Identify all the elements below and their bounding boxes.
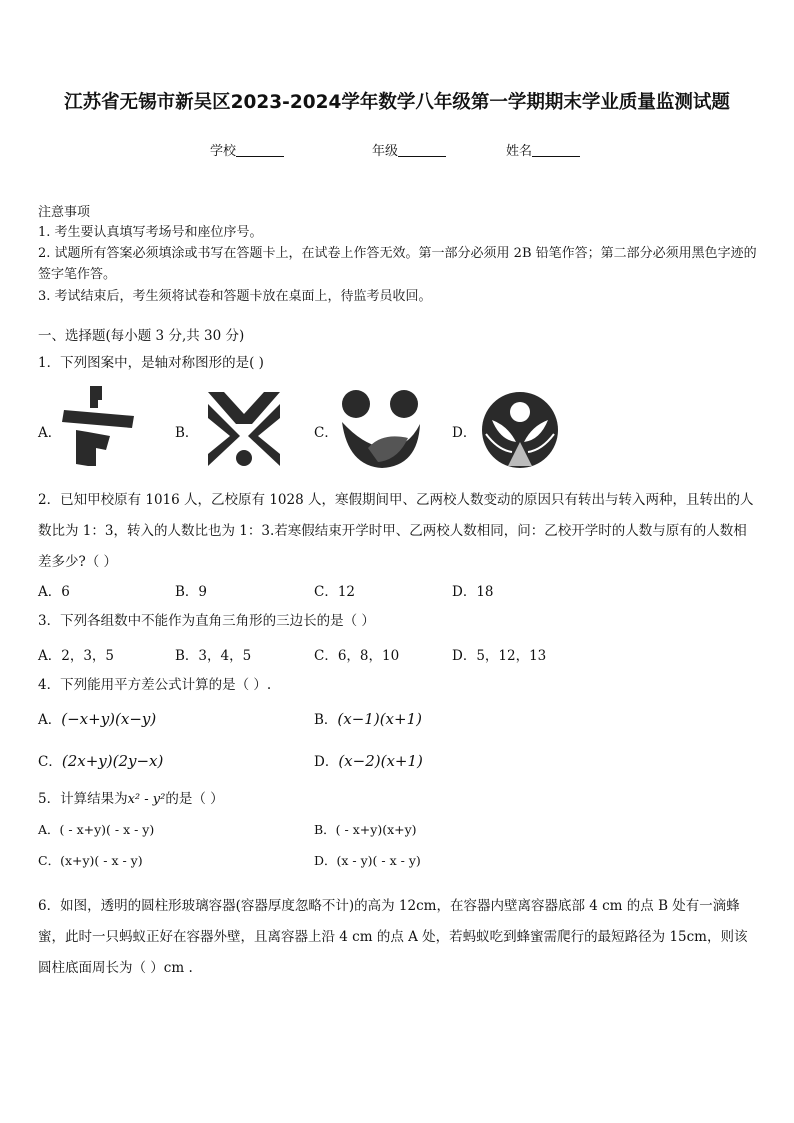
- q1-stem: 1．下列图案中，是轴对称图形的是( ): [38, 355, 264, 371]
- q3-stem: 3．下列各组数中不能作为直角三角形的三边长的是（ ）: [38, 613, 375, 629]
- q1-figure-c: [338, 388, 422, 470]
- q3-option-d[interactable]: D．5，12，13: [452, 648, 547, 664]
- grade-label: 年级: [372, 144, 399, 159]
- q1-figure-a: [62, 386, 138, 470]
- q1-option-d-label[interactable]: D．: [452, 425, 477, 441]
- notice-item-1: 1. 考生要认真填写考场号和座位序号。: [38, 225, 263, 240]
- q4-option-b-expr: (x−1)(x+1): [337, 710, 422, 728]
- q2-option-a[interactable]: A．6: [38, 584, 70, 600]
- school-field[interactable]: [210, 140, 284, 159]
- q2-option-d[interactable]: D．18: [452, 584, 494, 600]
- q5-option-b[interactable]: B．( - x+y)(x+y): [314, 822, 417, 837]
- notice-item-3: 3. 考试结束后，考生须将试卷和答题卡放在桌面上，待监考员收回。: [38, 289, 432, 304]
- section-heading: 一、选择题(每小题 3 分,共 30 分): [38, 328, 245, 344]
- notice-heading: 注意事项: [38, 205, 91, 220]
- school-label: 学校: [210, 144, 237, 159]
- q3-option-a[interactable]: A．2，3，5: [38, 648, 115, 664]
- q5-option-c[interactable]: C．(x+y)( - x - y): [38, 853, 143, 868]
- q5-option-a[interactable]: A．( - x+y)( - x - y): [38, 822, 155, 837]
- q2-option-b[interactable]: B．9: [175, 584, 208, 600]
- q1-option-b-label[interactable]: B．: [175, 425, 199, 441]
- grade-field[interactable]: [372, 140, 446, 159]
- notice-item-2: 2. 试题所有答案必须填涂或书写在答题卡上，在试卷上作答无效。第一部分必须用 2B 铅笔作答；第二部分必须用黑色字迹的签字笔作答。: [38, 246, 757, 282]
- page-title: 江苏省无锡市新吴区2023-2024学年数学八年级第一学期期末学业质量监测试题: [64, 92, 730, 113]
- name-label: 姓名: [506, 144, 533, 159]
- q4-option-b[interactable]: B．(x−1)(x+1): [314, 710, 422, 728]
- q4-option-d[interactable]: D．(x−2)(x+1): [314, 752, 423, 770]
- q6-stem: 6．如图，透明的圆柱形玻璃容器(容器厚度忽略不计)的高为 12cm，在容器内壁离容器底部 4 cm 的点 B 处有一滴蜂蜜，此时一只蚂蚁正好在容器外壁，且离容器上沿 4 cm 的点 A 处，若蚂蚁吃到蜂蜜需爬行的最短路径为 15cm，则该圆柱底面周长为（ ）cm .: [38, 898, 748, 976]
- q4-option-a[interactable]: A．(−x+y)(x−y): [38, 710, 157, 728]
- q1-figure-d: [478, 390, 562, 470]
- q4-option-c-expr: (2x+y)(2y−x): [61, 752, 164, 770]
- q4-option-c[interactable]: C．(2x+y)(2y−x): [38, 752, 164, 770]
- q1-option-a-label[interactable]: A．: [38, 425, 62, 441]
- q5-stem-expr: x² - y²: [127, 792, 166, 807]
- student-info-row: [0, 140, 794, 160]
- q5-option-d[interactable]: D．(x - y)( - x - y): [314, 853, 421, 868]
- q2-option-c[interactable]: C．12: [314, 584, 356, 600]
- q5-stem: 5．计算结果为x² - y²的是（ ）: [38, 791, 224, 807]
- q4-stem: 4．下列能用平方差公式计算的是（ ）.: [38, 677, 272, 693]
- q2-stem: 2．已知甲校原有 1016 人，乙校原有 1028 人，寒假期间甲、乙两校人数变动的原因只有转出与转入两种，且转出的人数比为 1：3，转入的人数比也为 1：3.若寒假结束开学时甲、乙两校人数相同，问：乙校开学时的人数与原有的人数相差多少?（ ）: [38, 492, 754, 570]
- name-field[interactable]: [506, 140, 580, 159]
- q4-option-d-expr: (x−2)(x+1): [338, 752, 423, 770]
- q3-option-b[interactable]: B．3，4，5: [175, 648, 252, 664]
- q3-option-c[interactable]: C．6，8，10: [314, 648, 400, 664]
- q1-figure-b: [204, 388, 284, 468]
- q4-option-a-expr: (−x+y)(x−y): [61, 710, 157, 728]
- q1-option-c-label[interactable]: C．: [314, 425, 338, 441]
